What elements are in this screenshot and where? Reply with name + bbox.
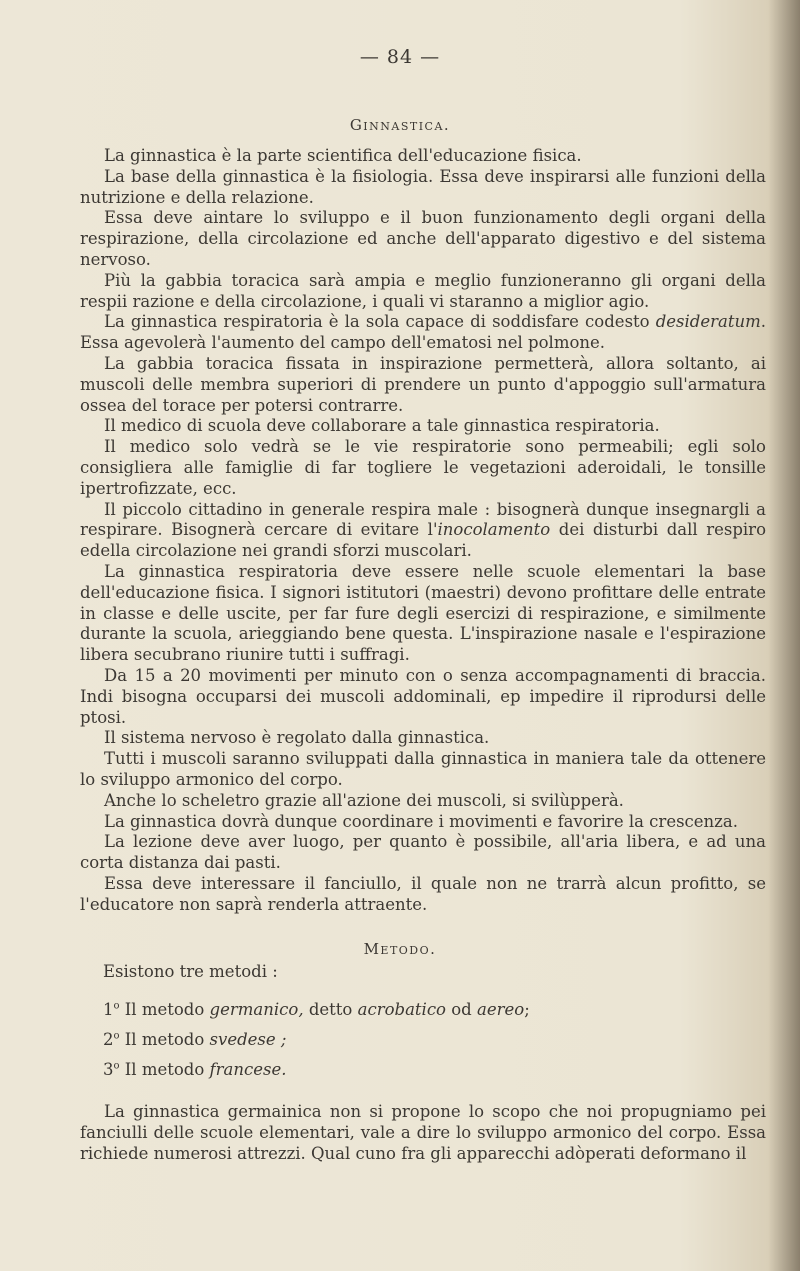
ginnastica-text [80,146,766,915]
paragraph: La ginnastica respiratoria deve essere nelle scuole elementari la base dell'educazione fisica. I signori istitutori (maestri) devono profittare delle entrate in classe e delle uscite, per far fure degli esercizi di respirazione, e similmente durante la scuola, arieggiando bene questa. L'inspirazione nasale e l'espirazione libera secubrano riunire tutti i suffragi. [80,561,766,665]
paragraph: La gabbia toracica fissata in inspirazione permetterà, allora soltanto, ai muscoli delle membra superiori di prendere un punto d'appoggio sull'armatura ossea del torace per potersi contrarre. [80,353,766,415]
paragraph: Il sistema nervoso è regolato dalla ginnastica. [104,728,490,748]
paragraph: Più la gabbia toracica sarà ampia e meglio funzioneranno gli organi della respii razione e della circolazione, i quali vi staranno a miglior agio. [80,270,766,311]
paragraph: La ginnastica germainica non si propone lo scopo che noi propugniamo pei fanciulli delle scuole elementari, vale a dire lo sviluppo armonico del corpo. Essa richiede numerosi attrezzi. Qual cuno fra gli apparecchi adòperati deformano il [80,1102,766,1163]
paragraph: La ginnastica dovrà dunque coordinare i movimenti e favorire la crescenza. [104,811,738,831]
list-number: 3$^o$ [103,1060,120,1079]
list-item: 1$^o$ Il metodo germanico, detto acrobatico od aereo; [103,1000,530,1019]
paragraph: La ginnastica respiratoria è la sola capace di soddisfare codesto desideratum. Essa agevolerà l'aumento del campo dell'ematosi nel polmone. [80,312,766,353]
paragraph: Essa deve interessare il fanciullo, il quale non ne trarrà alcun profitto, se l'educatore non saprà renderla attraente. [80,873,766,914]
paragraph: Essa deve aintare lo sviluppo e il buon funzionamento degli organi della respirazione, della circolazione ed anche dell'apparato digestivo e del sistema nervoso. [80,208,766,269]
list-number: 2$^o$ [103,1030,120,1049]
paragraph: La lezione deve aver luogo, per quanto è possibile, all'aria libera, e ad una corta distanza dai pasti. [80,832,766,873]
paragraph: Anche lo scheletro grazie all'azione dei muscoli, si svilùpperà. [104,790,624,810]
paragraph: Tutti i muscoli saranno sviluppati dalla ginnastica in maniera tale da ottenere lo sviluppo armonico del corpo. [80,749,766,789]
metodo-text [80,1102,766,1164]
paragraph: Il medico di scuola deve collaborare a tale ginnastica respiratoria. [104,416,660,436]
paragraph: Il piccolo cittadino in generale respira male : bisognerà dunque insegnargli a respirare. Bisognerà cercare di evitare l'inocolamento dei disturbi dall respiro edella circolazione nei grandi sforzi muscolari. [80,499,767,561]
section-title-metodo: Metodo. [363,940,437,958]
methods-intro: Esistono tre metodi : [103,962,278,981]
section-title-ginnastica: Ginnastica. [349,116,451,134]
paragraph: La base della ginnastica è la fisiologia. Essa deve inspirarsi alle funzioni della nutrizione e della relazione. [80,166,766,207]
paragraph: Da 15 a 20 movimenti per minuto con o senza accompagnamenti di braccia. Indi bisogna occuparsi dei muscoli addominali, ep impedire il riprodursi delle ptosi. [80,665,766,727]
paragraph: Il medico solo vedrà se le vie respiratorie sono permeabili; egli solo consigliera alle famiglie di far togliere le vegetazioni aderoidali, le tonsille ipertrofizzate, ecc. [80,437,766,498]
list-item: 2$^o$ Il metodo svedese ; [103,1030,287,1049]
list-number: 1$^o$ [103,1000,120,1019]
list-item: 3$^o$ Il metodo francese. [103,1060,287,1079]
page-number: — 84 — [359,46,441,68]
paragraph: La ginnastica è la parte scientifica dell'educazione fisica. [104,146,582,165]
